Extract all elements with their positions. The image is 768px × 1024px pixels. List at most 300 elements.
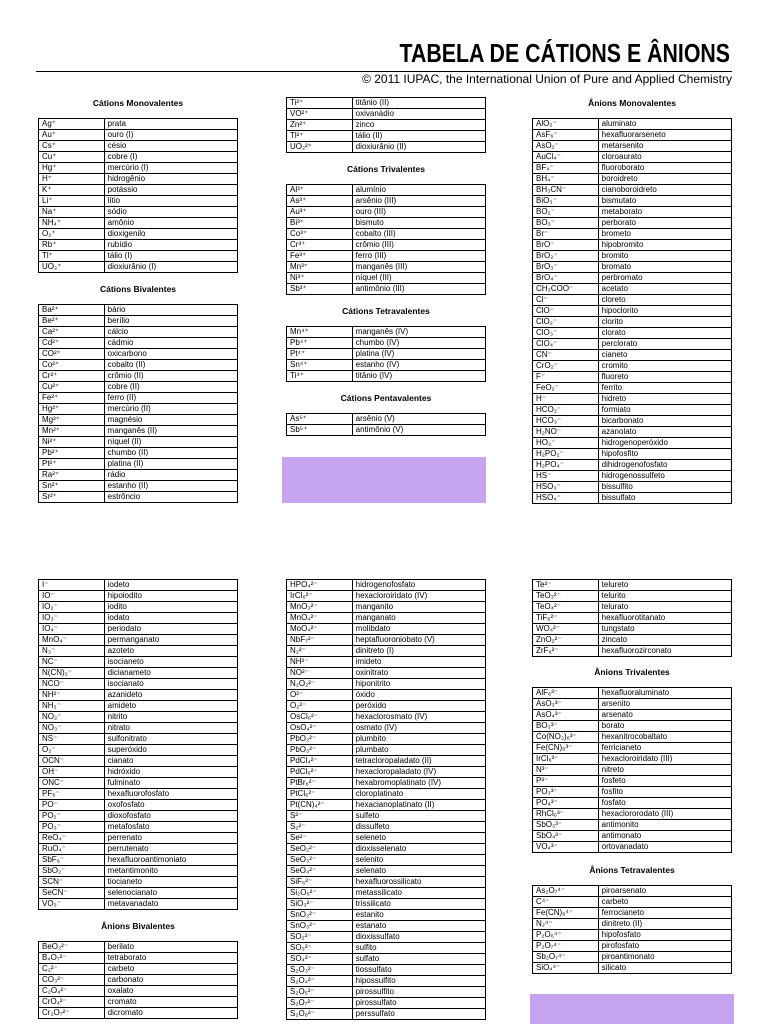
ion-formula: HCO₃⁻ <box>533 416 599 427</box>
ion-formula: SiO₄⁴⁻ <box>533 963 599 974</box>
ion-name: nitrito <box>104 712 237 723</box>
table-row <box>533 416 732 427</box>
table-row <box>287 624 486 635</box>
table-row <box>39 613 238 624</box>
ion-name: ferricianeto <box>598 743 731 754</box>
ion-formula: O²⁻ <box>287 690 353 701</box>
ion-formula: ClO₄⁻ <box>533 339 599 350</box>
ion-formula: Pb⁴⁺ <box>287 338 353 349</box>
ion-formula: Tl²⁺ <box>287 131 353 142</box>
ion-formula: SnO₂²⁻ <box>287 910 353 921</box>
ion-formula: As³⁺ <box>287 196 353 207</box>
table-row <box>39 393 238 404</box>
table-row <box>533 941 732 952</box>
ion-formula: SbF₆⁻ <box>39 855 105 866</box>
ion-name: piroantimonato <box>598 952 731 963</box>
ion-name: fluoreto <box>598 372 731 383</box>
ion-name: dioxisselenato <box>352 844 485 855</box>
ion-name: níquel (III) <box>352 273 485 284</box>
table-row <box>287 855 486 866</box>
ion-formula: PdCl₄²⁻ <box>287 756 353 767</box>
ion-formula: Hg⁺ <box>39 163 105 174</box>
ion-name: dioxissulfato <box>352 932 485 943</box>
table-cationes-tetravalentes <box>286 326 486 382</box>
table-row <box>39 690 238 701</box>
table-row <box>287 822 486 833</box>
table-row <box>287 240 486 251</box>
ion-name: fluoroborato <box>598 163 731 174</box>
table-row <box>533 251 732 262</box>
ion-formula: Fe³⁺ <box>287 251 353 262</box>
ion-name: arsenito <box>598 699 731 710</box>
ion-formula: BrO₃⁻ <box>533 262 599 273</box>
ion-formula: HSO₄⁻ <box>533 493 599 504</box>
table-row <box>287 635 486 646</box>
ion-formula: Ni²⁺ <box>39 437 105 448</box>
table-row <box>533 350 732 361</box>
table-row <box>533 174 732 185</box>
table-row <box>287 262 486 273</box>
ion-name: oxalato <box>104 986 237 997</box>
table-row <box>533 963 732 974</box>
ion-formula: As₂O₇⁴⁻ <box>533 886 599 897</box>
ion-formula: AsF₆⁻ <box>533 130 599 141</box>
table-row <box>533 284 732 295</box>
table-row <box>287 844 486 855</box>
table-row <box>533 262 732 273</box>
ion-formula: NC⁻ <box>39 657 105 668</box>
table-row <box>287 613 486 624</box>
ion-formula: Sb⁵⁺ <box>287 425 353 436</box>
ion-name: ferro (III) <box>352 251 485 262</box>
table-row <box>533 427 732 438</box>
table-row <box>39 141 238 152</box>
ion-name: hipoclorito <box>598 306 731 317</box>
table-row <box>39 997 238 1008</box>
table-row <box>39 448 238 459</box>
table-row <box>39 152 238 163</box>
table-row <box>39 657 238 668</box>
ion-formula: O₂⁺ <box>39 229 105 240</box>
ion-formula: N₃⁻ <box>39 646 105 657</box>
ion-name: tungstato <box>598 624 731 635</box>
ion-name: telurito <box>598 591 731 602</box>
ion-name: bissulfito <box>598 482 731 493</box>
ion-formula: SbO₄³⁻ <box>533 831 599 842</box>
ion-formula: Sb₂O₇⁴⁻ <box>533 952 599 963</box>
ion-formula: Ni³⁺ <box>287 273 353 284</box>
ion-formula: AsO₄³⁻ <box>533 710 599 721</box>
table-anions-tetravalentes <box>532 885 732 974</box>
table-row <box>287 998 486 1009</box>
table-row <box>39 240 238 251</box>
ion-formula: Zn²⁺ <box>287 120 353 131</box>
ion-formula: PdCl₆²⁻ <box>287 767 353 778</box>
table-row <box>287 657 486 668</box>
ion-name: estanho (IV) <box>352 360 485 371</box>
ion-formula: VO₄³⁻ <box>533 842 599 853</box>
table-anions-trivalentes <box>532 687 732 853</box>
ion-formula: B₄O₇²⁻ <box>39 953 105 964</box>
table-row <box>287 723 486 734</box>
ion-name: antimônio (III) <box>352 284 485 295</box>
table-row <box>39 745 238 756</box>
ion-name: hipossulfito <box>352 976 485 987</box>
ion-formula: PF₆⁻ <box>39 789 105 800</box>
ion-formula: NS⁻ <box>39 734 105 745</box>
ion-name: berilato <box>104 942 237 953</box>
ion-name: hiponitrito <box>352 679 485 690</box>
table-row <box>533 732 732 743</box>
table-row <box>287 185 486 196</box>
ion-formula: N₂O₂²⁻ <box>287 679 353 690</box>
table-row <box>287 591 486 602</box>
ion-formula: Sr²⁺ <box>39 492 105 503</box>
ion-name: cobalto (II) <box>104 360 237 371</box>
ion-name: perssulfato <box>352 1009 485 1020</box>
ion-name: telurato <box>598 602 731 613</box>
table-row <box>39 470 238 481</box>
ion-formula: Cr²⁺ <box>39 371 105 382</box>
table-row <box>287 120 486 131</box>
ion-formula: CH₃COO⁻ <box>533 284 599 295</box>
ion-name: dicromato <box>104 1008 237 1019</box>
ion-formula: Rb⁺ <box>39 240 105 251</box>
ion-formula: SO₄²⁻ <box>287 954 353 965</box>
ion-name: metassilicato <box>352 888 485 899</box>
ion-name: óxido <box>352 690 485 701</box>
ion-name: ouro (I) <box>104 130 237 141</box>
table-row <box>39 338 238 349</box>
ion-name: bismutato <box>598 196 731 207</box>
ion-formula: BF₄⁻ <box>533 163 599 174</box>
ion-name: sulfito <box>352 943 485 954</box>
table-row <box>287 327 486 338</box>
table-row <box>287 338 486 349</box>
table-row <box>287 899 486 910</box>
table-row <box>287 229 486 240</box>
table-row <box>533 295 732 306</box>
ion-name: dioxofosfato <box>104 811 237 822</box>
table-cationes-trivalentes <box>286 184 486 295</box>
ion-formula: RuO₄⁻ <box>39 844 105 855</box>
table-row <box>533 699 732 710</box>
ion-formula: Au³⁺ <box>287 207 353 218</box>
section-title-cationes-bivalentes: Cátions Bivalentes <box>99 284 177 294</box>
ion-name: selenocianato <box>104 888 237 899</box>
table-row <box>287 701 486 712</box>
table-cationes-monovalentes <box>38 118 238 273</box>
ion-formula: F⁻ <box>533 372 599 383</box>
ion-name: fosfito <box>598 787 731 798</box>
ion-name: cobalto (III) <box>352 229 485 240</box>
ion-formula: AsO₃³⁻ <box>533 699 599 710</box>
table-row <box>287 987 486 998</box>
ion-name: bissulfato <box>598 493 731 504</box>
ion-name: dicianameto <box>104 668 237 679</box>
ion-formula: Mn³⁺ <box>287 262 353 273</box>
ion-name: manganês (III) <box>352 262 485 273</box>
ion-name: hexaclororodato (III) <box>598 809 731 820</box>
ion-name: pirossulfato <box>352 998 485 1009</box>
ion-formula: S₂O₅²⁻ <box>287 987 353 998</box>
table-row <box>533 688 732 699</box>
ion-formula: BO₃³⁻ <box>533 721 599 732</box>
table-row <box>39 789 238 800</box>
table-row <box>39 602 238 613</box>
ion-name: perclorato <box>598 339 731 350</box>
ion-name: acetato <box>598 284 731 295</box>
ion-formula: S²⁻ <box>287 811 353 822</box>
ion-formula: SO₂²⁻ <box>287 932 353 943</box>
ion-name: hexafluorarseneto <box>598 130 731 141</box>
table-row <box>39 382 238 393</box>
ion-name: tetraborato <box>104 953 237 964</box>
table-row <box>39 481 238 492</box>
table-row <box>533 897 732 908</box>
table-row <box>39 251 238 262</box>
ion-name: dioxiurânio (I) <box>104 262 237 273</box>
ion-name: plumbato <box>352 745 485 756</box>
ion-name: bário <box>104 305 237 316</box>
ion-formula: ClO₂⁻ <box>533 317 599 328</box>
table-row <box>287 811 486 822</box>
table-row <box>287 414 486 425</box>
ion-name: chumbo (II) <box>104 448 237 459</box>
ion-formula: OH⁻ <box>39 767 105 778</box>
table-row <box>39 163 238 174</box>
ion-formula: Si₂O₅²⁻ <box>287 888 353 899</box>
ion-formula: PbO₃²⁻ <box>287 745 353 756</box>
ion-name: sulfonitrato <box>104 734 237 745</box>
table-row <box>533 141 732 152</box>
table-row <box>533 842 732 853</box>
ion-formula: BO₃⁻ <box>533 218 599 229</box>
ion-name: carbeto <box>598 897 731 908</box>
table-row <box>39 899 238 910</box>
ion-formula: Tl⁺ <box>39 251 105 262</box>
ion-name: hexanitrocobaltato <box>598 732 731 743</box>
ion-name: heptafluoroniobato (V) <box>352 635 485 646</box>
ion-formula: Br⁻ <box>533 229 599 240</box>
table-row <box>533 405 732 416</box>
ion-name: sulfeto <box>352 811 485 822</box>
table-row <box>287 602 486 613</box>
ion-formula: OCN⁻ <box>39 756 105 767</box>
table-row <box>39 701 238 712</box>
ion-name: hipoiodito <box>104 591 237 602</box>
table-row <box>39 767 238 778</box>
table-row <box>39 646 238 657</box>
table-row <box>39 371 238 382</box>
ion-formula: ClO₃⁻ <box>533 328 599 339</box>
ion-formula: Cr₂O₇²⁻ <box>39 1008 105 1019</box>
ion-formula: SnO₃²⁻ <box>287 921 353 932</box>
table-row <box>39 404 238 415</box>
table-row <box>533 394 732 405</box>
table-row <box>287 965 486 976</box>
table-row <box>39 196 238 207</box>
ion-name: tálio (II) <box>352 131 485 142</box>
ion-formula: TiF₆²⁻ <box>533 613 599 624</box>
ion-name: pirossulfito <box>352 987 485 998</box>
ion-name: fulminato <box>104 778 237 789</box>
table-anions-monovalentes <box>532 118 732 504</box>
ion-name: titânio (IV) <box>352 371 485 382</box>
table-row <box>39 229 238 240</box>
ion-name: hidrogenossulfeto <box>598 471 731 482</box>
ion-formula: WO₄²⁻ <box>533 624 599 635</box>
ion-formula: OsO₄²⁻ <box>287 723 353 734</box>
ion-name: hexacloropaladato (IV) <box>352 767 485 778</box>
table-row <box>287 360 486 371</box>
ion-formula: SeO₂²⁻ <box>287 844 353 855</box>
ion-formula: AlF₆³⁻ <box>533 688 599 699</box>
table-row <box>39 866 238 877</box>
ion-formula: NH²⁻ <box>287 657 353 668</box>
table-row <box>39 426 238 437</box>
ion-formula: Te²⁻ <box>533 580 599 591</box>
ion-formula: AlO₂⁻ <box>533 119 599 130</box>
table-row <box>39 624 238 635</box>
ion-name: bismuto <box>352 218 485 229</box>
table-row <box>533 119 732 130</box>
ion-formula: H₂PO₂⁻ <box>533 449 599 460</box>
ion-formula: RhCl₆³⁻ <box>533 809 599 820</box>
ion-formula: IrCl₆²⁻ <box>287 591 353 602</box>
table-row <box>533 152 732 163</box>
table-row <box>287 954 486 965</box>
ion-formula: Ra²⁺ <box>39 470 105 481</box>
ion-name: arsênio (V) <box>352 414 485 425</box>
section-title-cationes-trivalentes: Cátions Trivalentes <box>347 164 425 174</box>
table-row <box>533 339 732 350</box>
ion-formula: SiO₃²⁻ <box>287 899 353 910</box>
ion-formula: Ag⁺ <box>39 119 105 130</box>
table-row <box>287 932 486 943</box>
ion-name: hipofosfito <box>598 449 731 460</box>
ion-name: arsênio (III) <box>352 196 485 207</box>
ion-name: cloreto <box>598 295 731 306</box>
ion-name: alumínio <box>352 185 485 196</box>
table-row <box>533 635 732 646</box>
ion-formula: Cu⁺ <box>39 152 105 163</box>
ion-name: oxofosfato <box>104 800 237 811</box>
table-row <box>533 372 732 383</box>
table-row <box>39 712 238 723</box>
ion-formula: AsO₂⁻ <box>533 141 599 152</box>
table-row <box>39 953 238 964</box>
table-row <box>287 284 486 295</box>
ion-name: iodato <box>104 613 237 624</box>
ion-formula: Ti²⁺ <box>287 98 353 109</box>
ion-name: selenito <box>352 855 485 866</box>
table-row <box>39 207 238 218</box>
table-row <box>39 580 238 591</box>
ion-formula: Pb²⁺ <box>39 448 105 459</box>
ion-name: perborato <box>598 218 731 229</box>
ion-name: hexacloroiridato (IV) <box>352 591 485 602</box>
ion-name: tiocianeto <box>104 877 237 888</box>
ion-name: permanganato <box>104 635 237 646</box>
ion-formula: S₂²⁻ <box>287 822 353 833</box>
table-row <box>39 734 238 745</box>
ion-name: hexafluorozirconato <box>598 646 731 657</box>
table-row <box>39 349 238 360</box>
ion-name: titânio (II) <box>352 98 485 109</box>
ion-formula: Fe(CN)₆⁴⁻ <box>533 908 599 919</box>
table-row <box>287 580 486 591</box>
ion-name: cloroplatinato <box>352 789 485 800</box>
table-row <box>39 415 238 426</box>
ion-formula: CN⁻ <box>533 350 599 361</box>
table-row <box>39 986 238 997</box>
ion-formula: ClO⁻ <box>533 306 599 317</box>
table-row <box>39 459 238 470</box>
ion-name: mercúrio (II) <box>104 404 237 415</box>
ion-name: cádmio <box>104 338 237 349</box>
table-row <box>533 196 732 207</box>
table-row <box>39 975 238 986</box>
ion-name: hexabromoplatinato (IV) <box>352 778 485 789</box>
ion-formula: Cl⁻ <box>533 295 599 306</box>
ion-formula: Pt(CN)₄²⁻ <box>287 800 353 811</box>
ion-formula: Cu²⁺ <box>39 382 105 393</box>
page-subtitle: © 2011 IUPAC, the International Union of Pure and Applied Chemistry <box>362 72 732 86</box>
ion-name: estanho (II) <box>104 481 237 492</box>
ion-formula: BrO⁻ <box>533 240 599 251</box>
ion-name: oxivanádio <box>352 109 485 120</box>
ion-formula: P₂O₇⁴⁻ <box>533 941 599 952</box>
ion-formula: OsCl₆²⁻ <box>287 712 353 723</box>
ion-formula: Li⁺ <box>39 196 105 207</box>
ion-name: cromito <box>598 361 731 372</box>
ion-name: peróxido <box>352 701 485 712</box>
ion-name: cromato <box>104 997 237 1008</box>
table-row <box>287 866 486 877</box>
table-row <box>533 952 732 963</box>
ion-formula: N³⁻ <box>533 765 599 776</box>
ion-formula: K⁺ <box>39 185 105 196</box>
ion-name: tálio (I) <box>104 251 237 262</box>
ion-name: nitrato <box>104 723 237 734</box>
ion-formula: NH²⁻ <box>39 690 105 701</box>
ion-name: cobre (II) <box>104 382 237 393</box>
ion-formula: BH₃CN⁻ <box>533 185 599 196</box>
ion-formula: IO₂⁻ <box>39 602 105 613</box>
ion-formula: N(CN)₂⁻ <box>39 668 105 679</box>
table-row <box>39 800 238 811</box>
ion-formula: H₂NO⁻ <box>533 427 599 438</box>
ion-formula: UO₂²⁺ <box>287 142 353 153</box>
table-row <box>39 833 238 844</box>
section-title-cationes-tetravalentes: Cátions Tetravalentes <box>342 306 430 316</box>
ion-formula: SbO₃³⁻ <box>533 820 599 831</box>
table-row <box>533 229 732 240</box>
table-row <box>39 437 238 448</box>
ion-name: antimonito <box>598 820 731 831</box>
purple-block <box>282 457 486 503</box>
ion-formula: N₂⁴⁻ <box>533 919 599 930</box>
ion-name: berílio <box>104 316 237 327</box>
ion-name: carbonato <box>104 975 237 986</box>
table-row <box>533 449 732 460</box>
ion-name: brometo <box>598 229 731 240</box>
ion-formula: SiF₆²⁻ <box>287 877 353 888</box>
ion-name: perbromato <box>598 273 731 284</box>
ion-name: metarsenito <box>598 141 731 152</box>
table-row <box>287 756 486 767</box>
